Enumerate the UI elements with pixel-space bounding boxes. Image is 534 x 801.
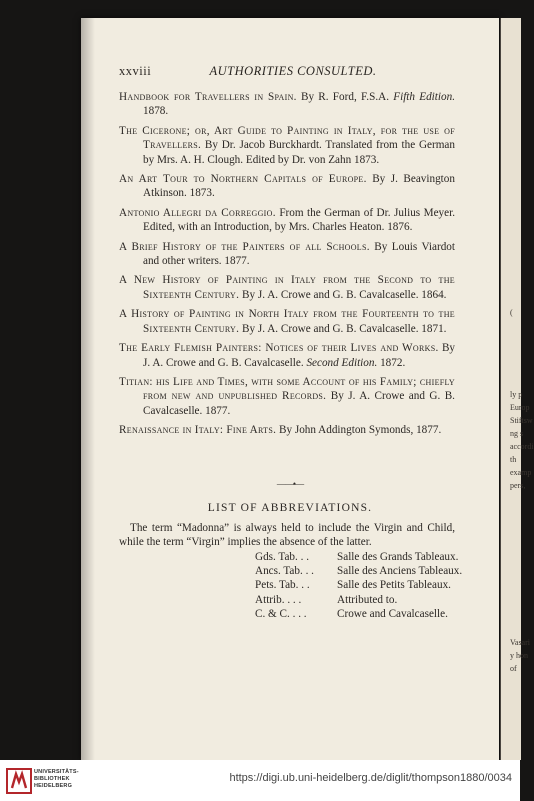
abbreviation-meaning: Salle des Anciens Tableaux. [337,565,463,578]
entry-author: From the German of Dr. Julius Meyer. Edited, with an Introduction, by Mrs. Charles Heaton. 1876. [143,206,456,234]
entry-author: By John Addington Symonds, 1877. [276,424,442,437]
abbreviation-meaning: Crowe and Cavalcaselle. [337,607,448,620]
entry-title: A Brief History of the Painters of all Schools. [119,240,370,253]
entry-author: By Louis Viardot and other writers. 1877. [143,240,455,268]
permalink-url[interactable]: https://digi.ub.uni-heidelberg.de/diglit/thompson1880/0034 [229,772,512,784]
abbreviation: C. & C. . . . [255,607,307,620]
entry-author: By R. Ford, F.S.A. [296,91,394,103]
entry-title: A New History of Painting in Italy from the Second to the Sixteenth Century. [119,274,455,301]
viewer-footer [0,760,520,801]
library-name-line: HEIDELBERG [34,783,73,789]
entry-year: 1872. [377,356,406,369]
adjacent-page-text: examp [510,468,532,477]
abbreviation-meaning: Salle des Grands Tableaux. [337,551,459,563]
adjacent-page-text: ly p [510,390,523,399]
adjacent-page-text: ( [510,308,513,317]
abbreviation-row [255,593,462,607]
abbreviation-meaning: Attributed to. [337,593,398,606]
abbreviations-intro: The term “Madonna” is always held to include the Virgin and Child, while the term “Virgin” implies the absence of the latter. [119,522,455,549]
adjacent-page-text: ng s [510,429,524,438]
entry-title: Handbook for Travellers in Spain. [119,91,297,103]
abbreviation-row [255,607,462,621]
entry-edition: Fifth Edition. [393,91,455,103]
bibliography-entry [119,90,455,119]
adjacent-page-text: Vasari [510,638,530,647]
bibliography-entry [119,124,455,167]
adjacent-page-text: th [510,455,517,464]
adjacent-page-text: y hon [510,651,528,660]
entry-title: The Cicerone; or, Art Guide to Painting in Italy, for the use of Travellers. [119,124,455,152]
entry-author: By J. A. Crowe and G. B. Cavalcaselle. 1864. [239,288,447,301]
entry-author: By J. A. Crowe and G. B. Cavalcaselle. 1877. [143,390,455,417]
entry-author: By J. Beavington Atkinson. 1873. [143,173,455,200]
entry-title: Antonio Allegri da Correggio. [119,206,276,219]
page-gutter-shadow [81,18,95,760]
abbreviation-row [255,550,462,564]
running-title: AUTHORITIES CONSULTED. [209,64,377,78]
abbreviation-row [255,564,462,578]
abbreviation-row [255,578,462,592]
book-page [81,18,499,760]
adjacent-page-text: Europ [510,403,530,412]
entry-author: By J. A. Crowe and G. B. Cavalcaselle. [143,342,455,369]
abbreviation: Pets. Tab. . . [255,579,310,592]
abbreviation-meaning: Salle des Petits Tableaux. [337,579,451,592]
adjacent-page-text: pers, [510,481,526,490]
bibliography-entry [119,273,455,302]
bibliography-list [119,90,455,443]
entry-author: By J. A. Crowe and G. B. Cavalcaselle. 1871. [239,322,447,335]
abbreviations-heading: LIST OF ABBREVIATIONS. [207,502,373,514]
entry-year: 1878. [143,105,169,118]
bibliography-entry [119,307,455,336]
entry-edition: Second Edition. [306,356,378,369]
bibliography-entry [119,240,455,269]
library-name-line: UNIVERSITÄTS- [34,769,79,775]
page-number: xxviii [119,64,152,78]
abbreviation: Attrib. . . . [255,593,302,606]
abbreviation: Gds. Tab. . . [255,551,310,563]
section-ornament: ——•— [276,479,304,489]
entry-author: By Dr. Jacob Burckhardt. Translated from the German by Mrs. A. H. Clough. Edited by Dr. von Zahn 1873. [143,139,455,166]
adjacent-page-text: accordi [510,442,534,451]
bibliography-entry [119,172,455,201]
entry-title: Renaissance in Italy: Fine Arts. [119,424,277,437]
bibliography-entry [119,375,455,418]
adjacent-page-text: Stiftsw [510,416,533,425]
bibliography-entry [119,423,455,437]
abbreviations-table [255,550,462,621]
library-name-line: BIBLIOTHEK [34,776,70,782]
abbreviation: Ancs. Tab. . . [255,565,314,578]
entry-title: An Art Tour to Northern Capitals of Europe. [119,173,367,186]
entry-title: Titian: his Life and Times, with some Account of his Family; chiefly from new and unpublished Records. [119,375,455,403]
library-name [34,769,79,790]
entry-title: A History of Painting in North Italy from the Fourteenth to the Sixteenth Century. [119,308,455,335]
bibliography-entry [119,341,455,370]
entry-title: The Early Flemish Painters: Notices of their Lives and Works. [119,342,439,355]
adjacent-page-text: of [510,664,517,673]
adjacent-page-edge [500,18,534,760]
university-library-logo-icon [6,768,32,794]
bibliography-entry [119,206,455,235]
